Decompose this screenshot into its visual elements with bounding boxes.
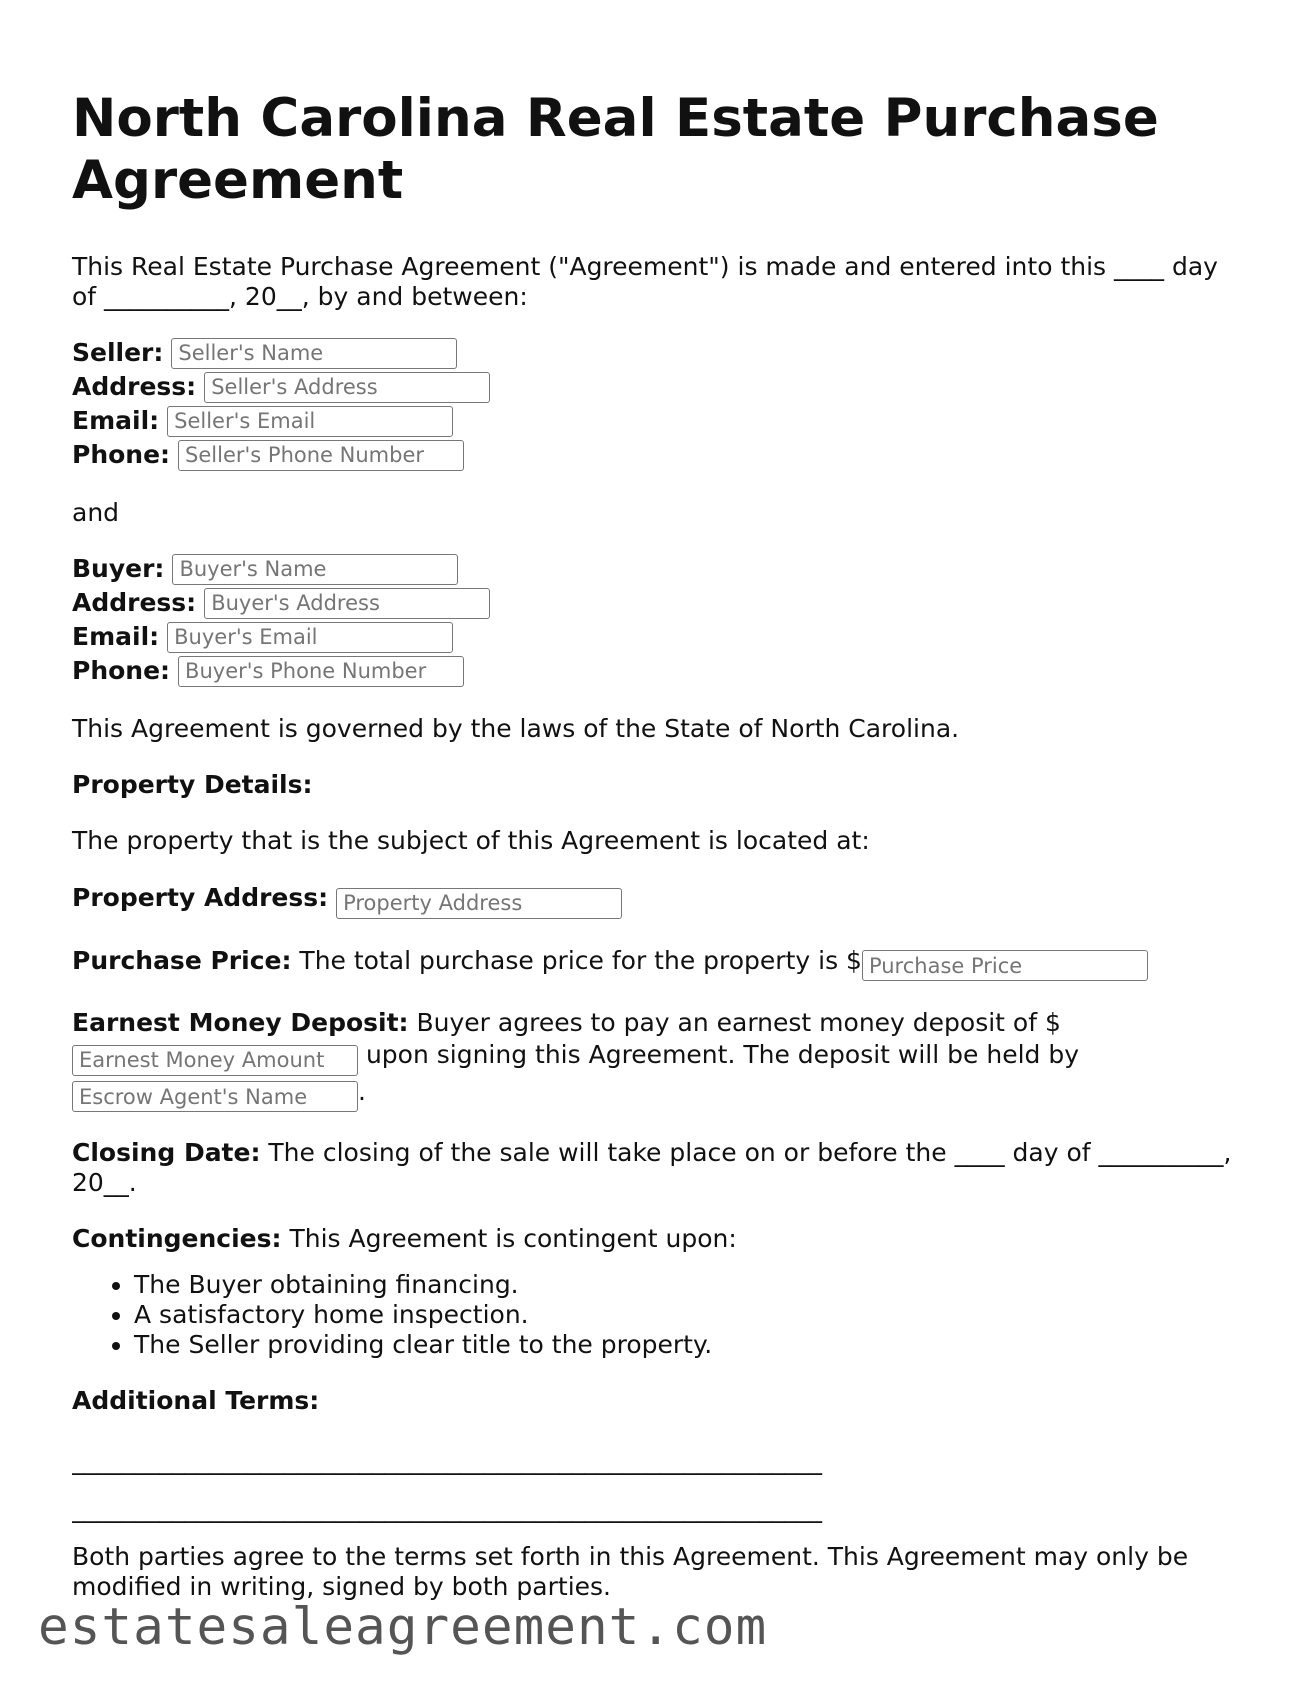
buyer-name-input[interactable] — [172, 554, 458, 585]
and-text: and — [72, 498, 120, 527]
buyer-name-row — [72, 552, 1242, 586]
purchase-price-input[interactable] — [862, 950, 1148, 981]
seller-phone-row — [72, 438, 1242, 472]
property-address-label: Property Address: — [72, 883, 329, 912]
buyer-phone-input[interactable] — [178, 656, 464, 687]
seller-name-row — [72, 336, 1242, 370]
property-location-text: The property that is the subject of this Agreement is located at: — [72, 826, 870, 855]
earnest-money-text-3: . — [358, 1076, 366, 1106]
seller-address-label: Address: — [72, 372, 197, 401]
buyer-address-label: Address: — [72, 588, 197, 617]
buyer-email-label: Email: — [72, 622, 160, 651]
agreement-document — [72, 88, 1242, 1602]
closing-date-label: Closing Date: — [72, 1138, 261, 1167]
seller-name-label: Seller: — [72, 338, 164, 367]
seller-email-input[interactable] — [167, 406, 453, 437]
seller-address-input[interactable] — [204, 372, 490, 403]
closing-date-text: The closing of the sale will take place on or before the ____ day of __________, 20__. — [72, 1138, 1232, 1197]
buyer-phone-label: Phone: — [72, 656, 171, 685]
watermark: estatesaleagreement.com — [38, 1598, 768, 1657]
intro-paragraph: This Real Estate Purchase Agreement ("Agreement") is made and entered into this ____ day of __________, 20__, by and between: — [72, 252, 1218, 311]
buyer-address-input[interactable] — [204, 588, 490, 619]
earnest-money-label: Earnest Money Deposit: — [72, 1008, 409, 1037]
seller-block — [72, 336, 1242, 472]
contingencies-label: Contingencies: — [72, 1224, 282, 1253]
buyer-block — [72, 552, 1242, 688]
list-item: • A satisfactory home inspection. — [134, 1300, 1242, 1330]
seller-email-label: Email: — [72, 406, 160, 435]
earnest-money-paragraph — [72, 1007, 1242, 1112]
purchase-price-label: Purchase Price: — [72, 945, 292, 975]
earnest-money-amount-input[interactable] — [72, 1045, 358, 1076]
seller-phone-input[interactable] — [178, 440, 464, 471]
seller-phone-label: Phone: — [72, 440, 171, 469]
list-item: • The Buyer obtaining financing. — [134, 1270, 1242, 1300]
escrow-agent-input[interactable] — [72, 1081, 358, 1112]
seller-email-row — [72, 404, 1242, 438]
buyer-address-row — [72, 586, 1242, 620]
page-title: North Carolina Real Estate Purchase Agreement — [72, 88, 1159, 211]
property-address-input[interactable] — [336, 888, 622, 919]
contingencies-text: This Agreement is contingent upon: — [281, 1224, 737, 1253]
property-details-heading: Property Details: — [72, 770, 313, 799]
list-item: • The Seller providing clear title to the property. — [134, 1330, 1242, 1360]
earnest-money-text-1: Buyer agrees to pay an earnest money deposit of $ — [408, 1008, 1061, 1037]
buyer-phone-row — [72, 654, 1242, 688]
seller-name-input[interactable] — [171, 338, 457, 369]
contingencies-list — [72, 1270, 1242, 1360]
earnest-money-text-2: upon signing this Agreement. The deposit will be held by — [358, 1040, 1079, 1069]
closing-date-paragraph — [72, 1138, 1242, 1198]
contingencies-paragraph — [72, 1224, 1242, 1254]
additional-terms-line-1: ____________________________________________________________ — [72, 1446, 822, 1475]
additional-terms-heading: Additional Terms: — [72, 1386, 320, 1415]
buyer-email-input[interactable] — [167, 622, 453, 653]
purchase-price-text: The total purchase price for the property is $ — [291, 945, 862, 975]
seller-address-row — [72, 370, 1242, 404]
buyer-email-row — [72, 620, 1242, 654]
purchase-price-row — [72, 945, 1242, 982]
buyer-name-label: Buyer: — [72, 554, 165, 583]
property-address-row — [72, 882, 1242, 919]
closing-statement: Both parties agree to the terms set forth in this Agreement. This Agreement may only be modified in writing, signed by both parties. — [72, 1542, 1189, 1601]
governing-law-text: This Agreement is governed by the laws of the State of North Carolina. — [72, 714, 960, 743]
additional-terms-line-2: ____________________________________________________________ — [72, 1494, 822, 1523]
